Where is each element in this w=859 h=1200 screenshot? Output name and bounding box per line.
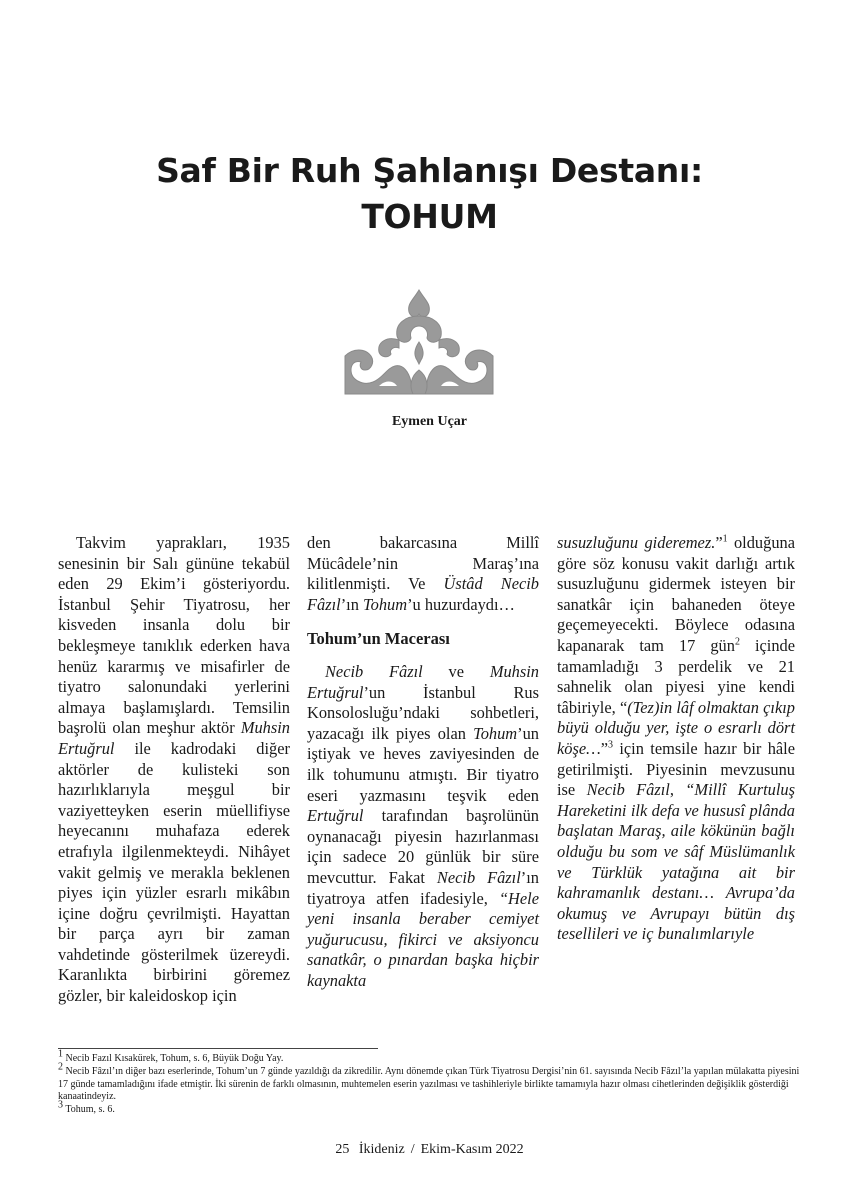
title-line-1: Saf Bir Ruh Şahlanışı Destanı:	[156, 151, 703, 190]
page-number: 25	[335, 1142, 350, 1157]
author-name: Eymen Uçar	[391, 414, 468, 429]
text-column-1	[58, 533, 290, 1007]
paragraph: susuzluğunu gideremez.”$^1$ olduğuna göre söz konusu vakit darlığı artık susuzluğunu gidermek isteyen bir sanatkâr için bahaneden öteye geçemeyecekti. Böylece odasına kapanarak tam 17 gün$^2$ içinde tamamladığı 3 perdelik ve 21 sahnelik olan piyesi yine kendi tâbiriyle, “(Tez)in lâf olmaktan çıkıp büyü olduğu yer, işte o esrarlı dört köşe…”$^3$ için temsile hazır bir hâle getirilmişti. Piyesinin mevzusunu ise Necib Fâzıl, “Millî Kurtuluş Hareketini ilk defa ve hususî plânda başlatan Maraş, aile kökünün bağlı olduğu bu som ve sâf Müslümanlık ve Türklük yatağına ait bir kahramanlık destanı… Avrupa’da okumuş ve Avrupayı bütün dış tesellileri ve iç bunalımlarıyle	[557, 533, 796, 944]
footnote-divider	[58, 1048, 378, 1049]
footnote: $^1$ Necib Fazıl Kısakürek, Tohum, s. 6, Büyük Doğu Yay.	[58, 1048, 284, 1064]
footnote-ref[interactable]: 1	[722, 533, 728, 545]
section-subheading: Tohum’un Macerası	[307, 629, 450, 649]
arabesque-ornament-icon	[339, 286, 499, 398]
footnote: $^2$ Necib Fâzıl’ın diğer bazı eserlerinde, Tohum’un 7 günde yazıldığı da zikredilir. Aynı dönemde çıkan Türk Tiyatrosu Dergisi’nin 61. sayısında Necib Fâzıl’la yapılan mülakatta piyesini 17 günde tamamladığını ifade etmiştir. İki sürenin de farklı olmasının, muhtemelen eserin yazılması ve tashihleriyle birlikte tamamıyla hazır olması cihetlerinden değişiklik gösterdiği kanaatindeyiz.	[58, 1061, 800, 1103]
paragraph: Takvim yaprakları, 1935 senesinin bir Salı gününe tekabül eden 29 Ekim’i gösteriyordu. İstanbul Şehir Tiyatrosu, her kisveden insanla dolu bir bekleşmeye tanıklık ederken hava henüz kararmış ve misafirler de tiyatro salonundaki yerlerini almaya başlamışlardı. Temsilin başrolü olan meşhur aktör Muhsin Ertuğrul ile kadrodaki diğer aktörler de kulisteki son hazırlıklarıyla meşgul bir vaziyetteyken eserin müellifiyse heyecanını muhafaza ederek etrafıyla ilgilenmekteydi. Nihâyet vakit gelmiş ve merakla beklenen piyes için yüzler esrarlı mikâbın içine doğru çevrilmişti. Hayattan bir parça ayrı bir zaman vahdetinde gösterilmek üzereydi. Karanlıkta birbirini göremez gözler, bir kaleidoskop için	[58, 533, 290, 1006]
footnotes	[58, 1048, 800, 1117]
footnote-ref[interactable]: 2	[734, 636, 740, 648]
page-footer	[0, 1142, 859, 1158]
title-line-2: TOHUM	[361, 197, 498, 236]
paragraph: Necib Fâzıl ve Muhsin Ertuğrul’un İstanbul Rus Konsolosluğu’ndaki sohbetleri, yazacağı ilk piyes olan Tohum’un iştiyak ve heves zaviyesinden de ilk tohumunu atmıştı. Bir tiyatro eseri yazmasını teşvik eden Ertuğrul tarafından başrolünün oynanacağı piyesin hazırlanması için sadece 20 günlük bir süre mevcuttur. Fakat Necib Fâzıl’ın tiyatroya atfen ifadesiyle, “Hele yeni insanla beraber cemiyet yuğurucusu, fikirci ve aksiyoncu sanatkâr, o pınardan başka hiçbir kaynakta	[307, 661, 539, 990]
paragraph: den bakarcasına Millî Mücâdele’nin Maraş’ına kilitlenmişti. Ve Üstâd Necib Fâzıl’ın Tohum’u huzurdaydı…	[307, 533, 539, 614]
text-column-3	[557, 533, 795, 945]
magazine-name: İkideniz	[358, 1142, 405, 1157]
footer-separator: /	[410, 1142, 415, 1157]
text-column-2	[307, 533, 539, 991]
issue-date: Ekim-Kasım 2022	[420, 1142, 524, 1157]
article-title	[0, 148, 859, 240]
footnote: $^3$ Tohum, s. 6.	[58, 1099, 115, 1116]
footnote-ref[interactable]: 3	[607, 739, 613, 751]
